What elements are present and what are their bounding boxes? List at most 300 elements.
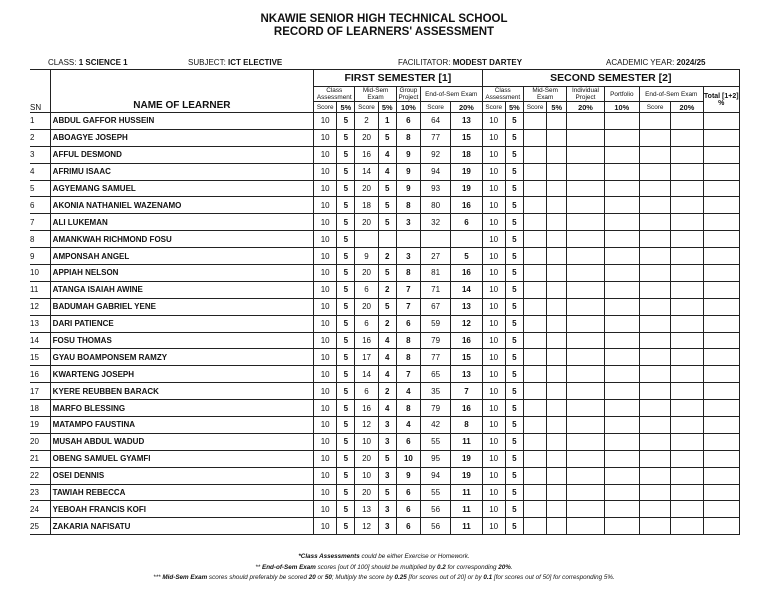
learner-rows xyxy=(30,113,740,535)
sn-cell: 15 xyxy=(30,349,50,366)
pct-header: 20% xyxy=(567,102,604,113)
class-assessment-score: 10 xyxy=(314,231,337,248)
mid-sem-score-2 xyxy=(523,366,546,383)
end-sem-score: 77 xyxy=(421,129,451,146)
mid-sem-pct-2 xyxy=(547,518,567,535)
portfolio-score xyxy=(604,214,639,231)
class-assessment-score-2: 10 xyxy=(482,298,505,315)
class-assessment-score: 10 xyxy=(314,383,337,400)
mid-sem-score-2 xyxy=(523,231,546,248)
end-sem-score-2 xyxy=(639,197,670,214)
end-sem-score-2 xyxy=(639,298,670,315)
class-assessment-header-2: Class Assessment xyxy=(482,87,523,102)
class-assessment-pct-2: 5 xyxy=(505,501,523,518)
mid-sem-score-2 xyxy=(523,315,546,332)
mid-sem-score-2 xyxy=(523,129,546,146)
mid-sem-score: 10 xyxy=(355,467,378,484)
mid-sem-score-2 xyxy=(523,248,546,265)
class-assessment-pct: 5 xyxy=(337,163,355,180)
portfolio-score xyxy=(604,265,639,282)
end-sem-score: 71 xyxy=(421,281,451,298)
mid-sem-pct: 2 xyxy=(378,383,396,400)
assessment-table xyxy=(30,69,740,535)
end-sem-pct-2 xyxy=(671,315,703,332)
mid-sem-score-2 xyxy=(523,332,546,349)
class-assessment-pct-2: 5 xyxy=(505,248,523,265)
footnote-text: *** xyxy=(153,574,163,581)
sn-cell: 20 xyxy=(30,433,50,450)
learner-name: AKONIA NATHANIEL WAZENAMO xyxy=(50,197,313,214)
end-sem-score: 81 xyxy=(421,265,451,282)
end-sem-pct xyxy=(451,231,482,248)
table-row xyxy=(30,400,740,417)
end-sem-score-2 xyxy=(639,383,670,400)
end-sem-pct-2 xyxy=(671,248,703,265)
total-score xyxy=(703,433,739,450)
class-assessment-score: 10 xyxy=(314,214,337,231)
footnote-text: [for scores out of 20] or by xyxy=(406,574,484,581)
mid-sem-pct: 4 xyxy=(378,163,396,180)
mid-sem-score-2 xyxy=(523,281,546,298)
individual-project-score xyxy=(567,366,604,383)
sn-cell: 8 xyxy=(30,231,50,248)
class-assessment-pct-2: 5 xyxy=(505,400,523,417)
group-project-score: 9 xyxy=(396,180,420,197)
end-sem-score: 42 xyxy=(421,417,451,434)
end-sem-pct-2 xyxy=(671,113,703,130)
mid-sem-score-2 xyxy=(523,113,546,130)
individual-project-score xyxy=(567,113,604,130)
mid-sem-pct-2 xyxy=(547,332,567,349)
total-score xyxy=(703,417,739,434)
end-sem-score-2 xyxy=(639,231,670,248)
learner-name: ABDUL GAFFOR HUSSEIN xyxy=(50,113,313,130)
sn-cell: 10 xyxy=(30,265,50,282)
sn-cell: 23 xyxy=(30,484,50,501)
end-sem-score: 35 xyxy=(421,383,451,400)
class-assessment-score: 10 xyxy=(314,501,337,518)
table-row xyxy=(30,467,740,484)
total-score xyxy=(703,163,739,180)
class-assessment-score: 10 xyxy=(314,265,337,282)
end-sem-pct: 16 xyxy=(451,265,482,282)
class-assessment-pct: 5 xyxy=(337,248,355,265)
portfolio-score xyxy=(604,332,639,349)
class-assessment-score: 10 xyxy=(314,146,337,163)
learner-name: ZAKARIA NAFISATU xyxy=(50,518,313,535)
sn-cell: 19 xyxy=(30,417,50,434)
mid-sem-score: 20 xyxy=(355,265,378,282)
portfolio-header: Portfolio xyxy=(604,87,639,102)
total-score xyxy=(703,281,739,298)
mid-sem-pct-2 xyxy=(547,146,567,163)
end-sem-score: 64 xyxy=(421,113,451,130)
total-score xyxy=(703,197,739,214)
total-score xyxy=(703,349,739,366)
individual-project-score xyxy=(567,484,604,501)
end-sem-pct-2 xyxy=(671,231,703,248)
learner-name: ABOAGYE JOSEPH xyxy=(50,129,313,146)
end-sem-score: 92 xyxy=(421,146,451,163)
table-row xyxy=(30,484,740,501)
total-score xyxy=(703,501,739,518)
total-score xyxy=(703,129,739,146)
mid-sem-pct: 4 xyxy=(378,400,396,417)
mid-sem-pct: 5 xyxy=(378,180,396,197)
group-project-score: 6 xyxy=(396,484,420,501)
facilitator-label: FACILITATOR: xyxy=(398,58,451,67)
table-row xyxy=(30,501,740,518)
pct-header: 10% xyxy=(396,102,420,113)
individual-project-score xyxy=(567,383,604,400)
individual-project-score xyxy=(567,281,604,298)
portfolio-score xyxy=(604,113,639,130)
table-row xyxy=(30,315,740,332)
group-project-score: 3 xyxy=(396,248,420,265)
end-sem-pct: 6 xyxy=(451,214,482,231)
mid-sem-pct-2 xyxy=(547,501,567,518)
end-sem-pct-2 xyxy=(671,197,703,214)
end-sem-score-2 xyxy=(639,332,670,349)
mid-sem-score-2 xyxy=(523,146,546,163)
sn-cell: 4 xyxy=(30,163,50,180)
facilitator-info xyxy=(398,58,522,67)
footnote-bold: Mid-Sem Exam xyxy=(162,574,208,581)
mid-sem-score: 13 xyxy=(355,501,378,518)
group-project-score: 6 xyxy=(396,113,420,130)
group-project-score: 6 xyxy=(396,315,420,332)
learner-name: AFRIMU ISAAC xyxy=(50,163,313,180)
mid-sem-pct-2 xyxy=(547,467,567,484)
class-assessment-pct: 5 xyxy=(337,518,355,535)
pct-header: 5% xyxy=(337,102,355,113)
mid-sem-score: 14 xyxy=(355,163,378,180)
class-assessment-score: 10 xyxy=(314,450,337,467)
mid-sem-score-2 xyxy=(523,298,546,315)
footnote-text: [for scores out of 50] for corresponding 5%. xyxy=(492,574,615,581)
group-project-score: 3 xyxy=(396,214,420,231)
table-row xyxy=(30,163,740,180)
individual-project-score xyxy=(567,146,604,163)
mid-sem-pct-2 xyxy=(547,433,567,450)
class-assessment-score-2: 10 xyxy=(482,332,505,349)
class-assessment-pct-2: 5 xyxy=(505,197,523,214)
mid-sem-score: 20 xyxy=(355,484,378,501)
sn-cell: 6 xyxy=(30,197,50,214)
group-project-score: 6 xyxy=(396,518,420,535)
mid-sem-score-2 xyxy=(523,163,546,180)
table-row xyxy=(30,518,740,535)
portfolio-score xyxy=(604,366,639,383)
class-assessment-pct: 5 xyxy=(337,501,355,518)
mid-sem-pct: 3 xyxy=(378,501,396,518)
end-sem-score-2 xyxy=(639,349,670,366)
sn-cell: 17 xyxy=(30,383,50,400)
end-sem-score: 32 xyxy=(421,214,451,231)
portfolio-score xyxy=(604,180,639,197)
group-project-score: 8 xyxy=(396,129,420,146)
footnote-text: scores should preferably be scored xyxy=(207,574,309,581)
group-project-score: 4 xyxy=(396,383,420,400)
end-sem-pct: 13 xyxy=(451,366,482,383)
class-assessment-pct: 5 xyxy=(337,467,355,484)
mid-sem-pct: 3 xyxy=(378,417,396,434)
subject-value: ICT ELECTIVE xyxy=(228,58,283,67)
mid-sem-pct-2 xyxy=(547,180,567,197)
class-assessment-score-2: 10 xyxy=(482,163,505,180)
mid-sem-score: 2 xyxy=(355,113,378,130)
end-sem-score: 59 xyxy=(421,315,451,332)
mid-sem-pct: 2 xyxy=(378,248,396,265)
mid-sem-score: 20 xyxy=(355,214,378,231)
mid-sem-score-2 xyxy=(523,467,546,484)
mid-sem-pct: 3 xyxy=(378,467,396,484)
class-assessment-pct-2: 5 xyxy=(505,129,523,146)
class-assessment-pct-2: 5 xyxy=(505,113,523,130)
score-header: Score xyxy=(639,102,670,113)
table-row xyxy=(30,129,740,146)
mid-sem-pct: 5 xyxy=(378,197,396,214)
second-semester-header: SECOND SEMESTER [2] xyxy=(482,70,739,87)
mid-sem-score-2 xyxy=(523,349,546,366)
pct-header: 5% xyxy=(547,102,567,113)
portfolio-score xyxy=(604,231,639,248)
sn-cell: 22 xyxy=(30,467,50,484)
mid-sem-score: 6 xyxy=(355,315,378,332)
portfolio-score xyxy=(604,433,639,450)
individual-project-header: Individual Project xyxy=(567,87,604,102)
footnote-bold: *Class Assessments xyxy=(298,553,360,560)
total-score xyxy=(703,231,739,248)
sn-cell: 21 xyxy=(30,450,50,467)
class-assessment-score-2: 10 xyxy=(482,349,505,366)
mid-sem-pct: 4 xyxy=(378,146,396,163)
class-assessment-score: 10 xyxy=(314,349,337,366)
end-sem-pct-2 xyxy=(671,332,703,349)
class-assessment-pct: 5 xyxy=(337,484,355,501)
end-sem-score: 77 xyxy=(421,349,451,366)
footnote-text: could be either Exercise or Homework. xyxy=(359,553,470,560)
mid-sem-score: 6 xyxy=(355,281,378,298)
end-sem-pct: 11 xyxy=(451,518,482,535)
end-sem-pct: 11 xyxy=(451,433,482,450)
mid-sem-pct-2 xyxy=(547,129,567,146)
end-sem-pct-2 xyxy=(671,484,703,501)
class-assessment-pct-2: 5 xyxy=(505,265,523,282)
sn-cell: 9 xyxy=(30,248,50,265)
table-row xyxy=(30,366,740,383)
footnote-bold: 0.25 xyxy=(394,574,407,581)
class-assessment-pct-2: 5 xyxy=(505,383,523,400)
class-assessment-pct: 5 xyxy=(337,298,355,315)
mid-sem-pct-2 xyxy=(547,349,567,366)
table-row xyxy=(30,214,740,231)
end-sem-pct: 5 xyxy=(451,248,482,265)
mid-sem-score-2 xyxy=(523,180,546,197)
end-sem-pct-2 xyxy=(671,180,703,197)
class-assessment-pct: 5 xyxy=(337,113,355,130)
footnote-text: or xyxy=(315,574,325,581)
individual-project-score xyxy=(567,163,604,180)
learner-name: FOSU THOMAS xyxy=(50,332,313,349)
portfolio-score xyxy=(604,129,639,146)
score-header: Score xyxy=(482,102,505,113)
end-sem-score: 93 xyxy=(421,180,451,197)
class-assessment-pct-2: 5 xyxy=(505,366,523,383)
learner-name: OBENG SAMUEL GYAMFI xyxy=(50,450,313,467)
record-title: RECORD OF LEARNERS' ASSESSMENT xyxy=(273,26,495,38)
class-assessment-score: 10 xyxy=(314,518,337,535)
class-assessment-score-2: 10 xyxy=(482,518,505,535)
individual-project-score xyxy=(567,467,604,484)
class-info xyxy=(48,58,128,67)
mid-sem-pct-2 xyxy=(547,214,567,231)
mid-sem-score-2 xyxy=(523,214,546,231)
class-assessment-score-2: 10 xyxy=(482,281,505,298)
footnote-text: scores [out 0f 100] should be multiplied by xyxy=(315,564,438,571)
class-assessment-score-2: 10 xyxy=(482,146,505,163)
individual-project-score xyxy=(567,349,604,366)
table-row xyxy=(30,298,740,315)
total-score xyxy=(703,180,739,197)
group-project-score: 9 xyxy=(396,467,420,484)
individual-project-score xyxy=(567,450,604,467)
learner-name: KWARTENG JOSEPH xyxy=(50,366,313,383)
total-header: Total [1+2] % xyxy=(703,87,739,113)
end-sem-pct: 16 xyxy=(451,332,482,349)
end-sem-pct: 13 xyxy=(451,298,482,315)
individual-project-score xyxy=(567,518,604,535)
first-semester-header: FIRST SEMESTER [1] xyxy=(314,70,483,87)
end-sem-pct-2 xyxy=(671,518,703,535)
class-assessment-score: 10 xyxy=(314,163,337,180)
class-assessment-score: 10 xyxy=(314,113,337,130)
mid-sem-pct-2 xyxy=(547,417,567,434)
class-assessment-score-2: 10 xyxy=(482,129,505,146)
class-value: 1 SCIENCE 1 xyxy=(78,58,128,67)
footnote-end-sem xyxy=(0,564,768,571)
sn-cell: 5 xyxy=(30,180,50,197)
group-project-header: Group Project xyxy=(396,87,420,102)
individual-project-score xyxy=(567,315,604,332)
group-project-score: 8 xyxy=(396,349,420,366)
footnote-text: ** xyxy=(255,564,262,571)
end-sem-pct: 18 xyxy=(451,146,482,163)
sn-cell: 7 xyxy=(30,214,50,231)
group-project-score: 10 xyxy=(396,450,420,467)
total-score xyxy=(703,366,739,383)
mid-sem-pct: 4 xyxy=(378,349,396,366)
class-assessment-pct-2: 5 xyxy=(505,433,523,450)
group-project-score: 8 xyxy=(396,332,420,349)
year-info xyxy=(606,58,705,67)
table-row xyxy=(30,417,740,434)
individual-project-score xyxy=(567,197,604,214)
individual-project-score xyxy=(567,298,604,315)
mid-sem-score-2 xyxy=(523,501,546,518)
mid-sem-pct: 2 xyxy=(378,315,396,332)
portfolio-score xyxy=(604,400,639,417)
mid-sem-pct-2 xyxy=(547,163,567,180)
table-row xyxy=(30,248,740,265)
end-sem-pct: 7 xyxy=(451,383,482,400)
end-sem-score-2 xyxy=(639,265,670,282)
mid-sem-pct-2 xyxy=(547,197,567,214)
class-assessment-score-2: 10 xyxy=(482,180,505,197)
pct-header: 10% xyxy=(604,102,639,113)
class-assessment-score-2: 10 xyxy=(482,315,505,332)
class-assessment-pct: 5 xyxy=(337,400,355,417)
school-name: NKAWIE SENIOR HIGH TECHNICAL SCHOOL xyxy=(260,13,508,25)
sn-cell: 16 xyxy=(30,366,50,383)
class-assessment-pct: 5 xyxy=(337,366,355,383)
year-value: 2024/25 xyxy=(676,58,706,67)
pct-header: 5% xyxy=(505,102,523,113)
group-project-score: 7 xyxy=(396,298,420,315)
end-sem-score: 56 xyxy=(421,518,451,535)
mid-sem-pct: 5 xyxy=(378,450,396,467)
learner-name: OSEI DENNIS xyxy=(50,467,313,484)
learner-name: MUSAH ABDUL WADUD xyxy=(50,433,313,450)
portfolio-score xyxy=(604,383,639,400)
end-sem-header-2: End-of-Sem Exam xyxy=(639,87,703,102)
class-assessment-score-2: 10 xyxy=(482,417,505,434)
end-sem-score: 79 xyxy=(421,400,451,417)
class-assessment-pct-2: 5 xyxy=(505,450,523,467)
total-score xyxy=(703,315,739,332)
sn-cell: 14 xyxy=(30,332,50,349)
sn-cell: 13 xyxy=(30,315,50,332)
end-sem-score: 80 xyxy=(421,197,451,214)
total-score xyxy=(703,467,739,484)
end-sem-score-2 xyxy=(639,214,670,231)
class-assessment-score: 10 xyxy=(314,433,337,450)
mid-sem-pct: 5 xyxy=(378,214,396,231)
end-sem-pct: 15 xyxy=(451,129,482,146)
class-label: CLASS: xyxy=(48,58,77,67)
mid-sem-score: 6 xyxy=(355,383,378,400)
end-sem-pct-2 xyxy=(671,400,703,417)
table-row xyxy=(30,113,740,130)
end-sem-score-2 xyxy=(639,467,670,484)
individual-project-score xyxy=(567,332,604,349)
mid-sem-pct-2 xyxy=(547,265,567,282)
class-assessment-score: 10 xyxy=(314,467,337,484)
class-assessment-score: 10 xyxy=(314,281,337,298)
individual-project-score xyxy=(567,265,604,282)
class-assessment-score: 10 xyxy=(314,298,337,315)
mid-sem-pct-2 xyxy=(547,450,567,467)
footnote-bold: End-of-Sem Exam xyxy=(262,564,316,571)
mid-sem-header-2: Mid-Sem Exam xyxy=(523,87,566,102)
table-row xyxy=(30,450,740,467)
sn-cell: 2 xyxy=(30,129,50,146)
class-assessment-score-2: 10 xyxy=(482,467,505,484)
sn-cell: 12 xyxy=(30,298,50,315)
portfolio-score xyxy=(604,163,639,180)
sn-cell: 3 xyxy=(30,146,50,163)
portfolio-score xyxy=(604,484,639,501)
end-sem-score-2 xyxy=(639,248,670,265)
facilitator-value: MODEST DARTEY xyxy=(452,58,523,67)
individual-project-score xyxy=(567,417,604,434)
year-label: ACADEMIC YEAR: xyxy=(606,58,675,67)
total-score xyxy=(703,298,739,315)
mid-sem-pct: 5 xyxy=(378,265,396,282)
end-sem-score-2 xyxy=(639,315,670,332)
portfolio-score xyxy=(604,501,639,518)
footnote-text: . xyxy=(510,564,513,571)
